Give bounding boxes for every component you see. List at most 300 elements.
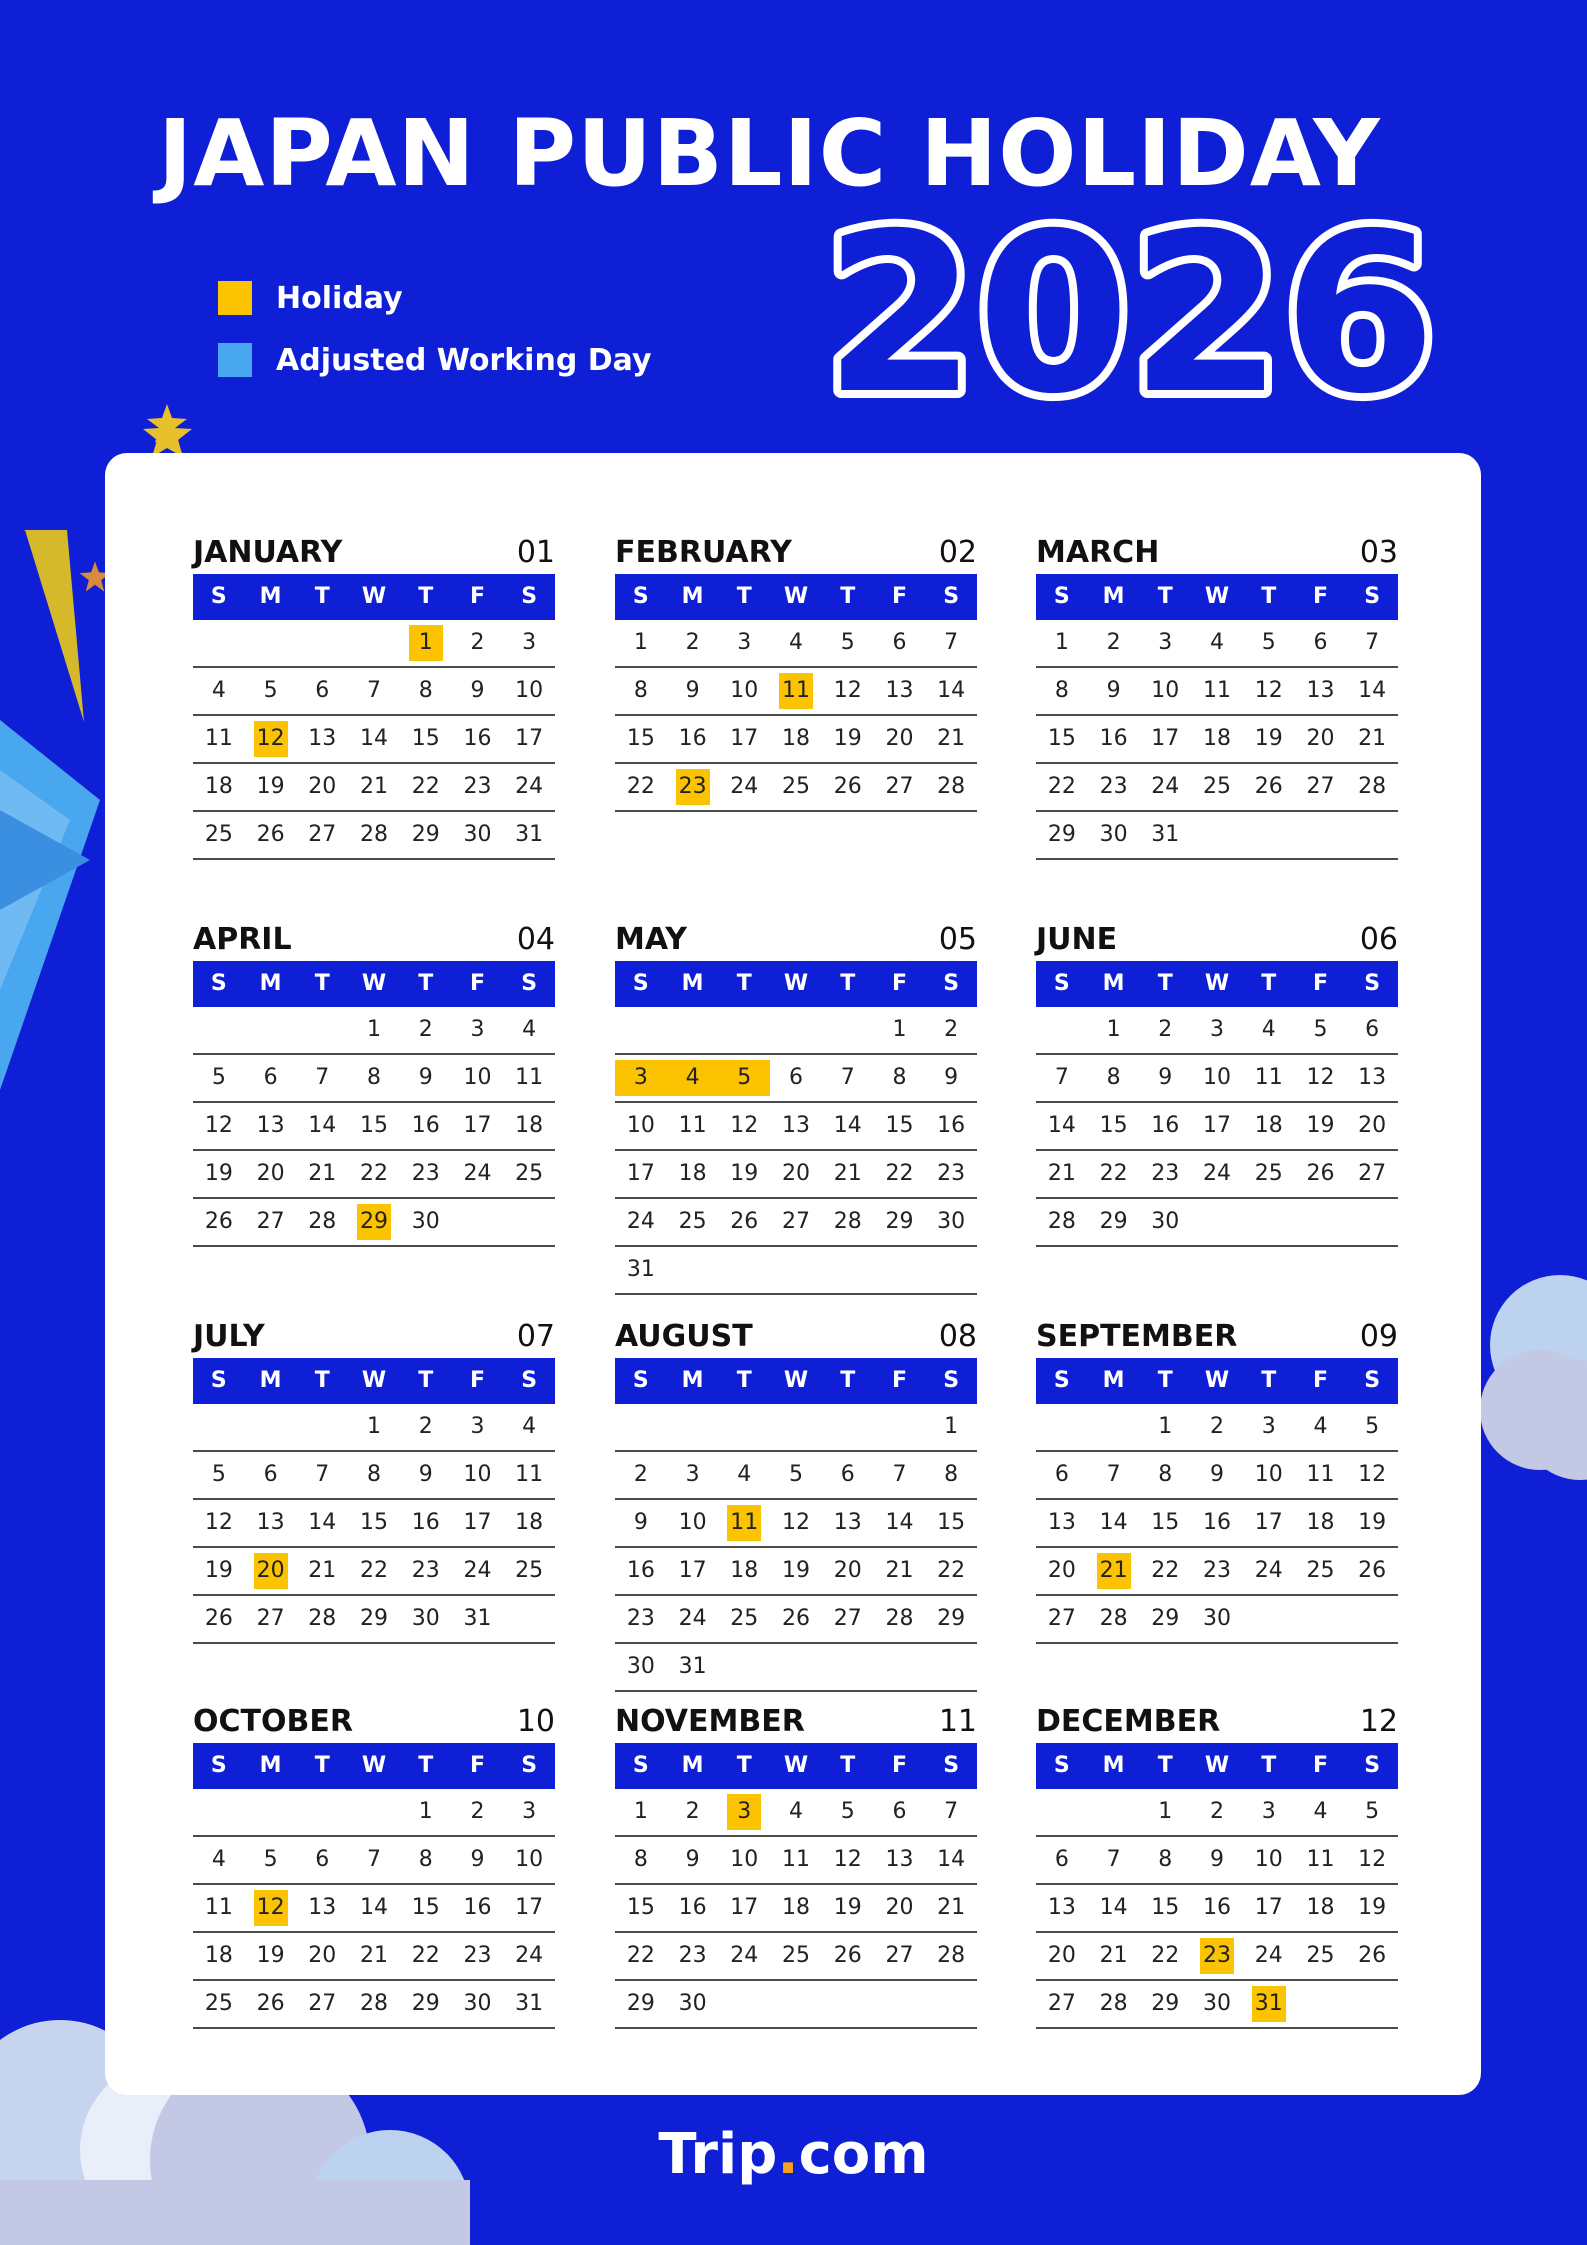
empty-day-cell (770, 1404, 822, 1450)
day-number: 13 (308, 726, 337, 751)
day-cell (400, 668, 452, 714)
day-cell (874, 1007, 926, 1053)
day-cell (296, 1981, 348, 2027)
weekday-label: T (1157, 1753, 1173, 1778)
day-number: 8 (633, 678, 648, 703)
day-cell (874, 1596, 926, 1642)
day-cell (452, 1500, 504, 1546)
day-cell (1088, 1981, 1140, 2027)
week-row (1036, 620, 1398, 668)
day-cell (822, 764, 874, 810)
day-number: 13 (1047, 1510, 1076, 1535)
holiday-day-cell (667, 764, 719, 810)
legend-item-holiday (218, 280, 652, 316)
weekday-header (193, 1358, 555, 1404)
month-august (615, 1310, 977, 1692)
day-number: 1 (367, 1017, 382, 1042)
week-row (193, 668, 555, 716)
day-number: 8 (1158, 1462, 1173, 1487)
day-cell (1346, 1055, 1398, 1101)
day-cell (1243, 668, 1295, 714)
day-number: 20 (308, 1943, 337, 1968)
empty-day-cell (1346, 1596, 1398, 1642)
day-number: 7 (892, 1462, 907, 1487)
day-cell (1036, 1596, 1088, 1642)
day-cell (874, 1548, 926, 1594)
day-cell (1295, 1789, 1347, 1835)
day-number: 21 (1047, 1161, 1076, 1186)
empty-day-cell (874, 1247, 926, 1293)
holiday-day-cell (245, 1548, 297, 1594)
day-number: 1 (1158, 1414, 1173, 1439)
weekday-label: S (1053, 971, 1070, 996)
day-cell (615, 1247, 667, 1293)
empty-day-cell (615, 1007, 667, 1053)
day-cell (245, 764, 297, 810)
day-number: 6 (1365, 1017, 1380, 1042)
day-number: 14 (885, 1510, 914, 1535)
day-number: 27 (782, 1209, 811, 1234)
day-cell (503, 1151, 555, 1197)
day-cell (1243, 716, 1295, 762)
weekday-label: W (1204, 1368, 1230, 1393)
day-cell (1139, 1789, 1191, 1835)
day-number: 27 (1306, 774, 1335, 799)
day-number: 16 (1203, 1895, 1232, 1920)
day-number: 8 (367, 1065, 382, 1090)
day-cell (452, 1007, 504, 1053)
day-cell (1191, 764, 1243, 810)
empty-day-cell (718, 1007, 770, 1053)
day-cell (718, 1933, 770, 1979)
day-cell (667, 1500, 719, 1546)
day-number: 9 (944, 1065, 959, 1090)
day-cell (1036, 620, 1088, 666)
day-number: 4 (667, 1060, 719, 1096)
weekday-label: S (210, 971, 227, 996)
holiday-day-cell (718, 1055, 770, 1101)
day-number: 15 (885, 1113, 914, 1138)
week-row (615, 764, 977, 812)
day-number: 13 (885, 1847, 914, 1872)
day-number: 31 (626, 1257, 655, 1282)
empty-day-cell (245, 1007, 297, 1053)
day-number: 4 (522, 1017, 537, 1042)
day-cell (718, 1596, 770, 1642)
day-cell (925, 1007, 977, 1053)
empty-day-cell (1295, 812, 1347, 858)
day-number: 9 (418, 1065, 433, 1090)
week-row (1036, 716, 1398, 764)
day-number: 19 (833, 1895, 862, 1920)
day-cell (452, 1055, 504, 1101)
day-number: 2 (470, 630, 485, 655)
weekday-label: F (891, 971, 907, 996)
month-number: 05 (938, 922, 977, 957)
day-number: 15 (1151, 1510, 1180, 1535)
day-cell (667, 1644, 719, 1690)
day-number: 12 (204, 1113, 233, 1138)
day-cell (1295, 1452, 1347, 1498)
day-cell (348, 1981, 400, 2027)
day-number: 8 (418, 678, 433, 703)
day-number: 25 (1203, 774, 1232, 799)
weekday-label: F (469, 584, 485, 609)
day-cell (348, 1500, 400, 1546)
day-number: 23 (1203, 1558, 1232, 1583)
weekday-label: S (1364, 584, 1381, 609)
weekday-header (193, 574, 555, 620)
day-number: 28 (833, 1209, 862, 1234)
day-cell (296, 1103, 348, 1149)
day-cell (400, 716, 452, 762)
weekday-header (615, 961, 977, 1007)
month-name: JANUARY (193, 535, 343, 570)
day-cell (1139, 764, 1191, 810)
day-cell (874, 1151, 926, 1197)
week-row (1036, 1055, 1398, 1103)
day-number: 23 (626, 1606, 655, 1631)
day-cell (193, 812, 245, 858)
week-row (615, 1452, 977, 1500)
day-number: 27 (833, 1606, 862, 1631)
day-number: 14 (833, 1113, 862, 1138)
day-cell (503, 1404, 555, 1450)
day-cell (615, 1644, 667, 1690)
day-number: 17 (463, 1510, 492, 1535)
day-cell (1139, 716, 1191, 762)
day-number: 11 (1306, 1462, 1335, 1487)
day-cell (193, 1548, 245, 1594)
day-number: 2 (1158, 1017, 1173, 1042)
day-number: 28 (360, 1991, 389, 2016)
holiday-day-cell (1191, 1933, 1243, 1979)
week-row (1036, 1404, 1398, 1452)
day-number: 26 (256, 822, 285, 847)
day-cell (615, 1789, 667, 1835)
day-number: 22 (1151, 1558, 1180, 1583)
day-number: 23 (937, 1161, 966, 1186)
week-row (193, 1981, 555, 2029)
day-cell (348, 1452, 400, 1498)
day-number: 25 (1254, 1161, 1283, 1186)
day-number: 10 (463, 1462, 492, 1487)
day-number: 9 (470, 1847, 485, 1872)
month-number: 12 (1359, 1704, 1398, 1739)
day-cell (667, 1452, 719, 1498)
weekday-label: F (891, 1753, 907, 1778)
weekday-label: T (314, 1368, 330, 1393)
day-cell (925, 1789, 977, 1835)
day-number: 26 (1254, 774, 1283, 799)
day-cell (193, 1103, 245, 1149)
day-number: 19 (833, 726, 862, 751)
day-number: 17 (1151, 726, 1180, 751)
day-cell (615, 1452, 667, 1498)
week-row (1036, 1837, 1398, 1885)
day-number: 20 (1358, 1113, 1387, 1138)
day-cell (348, 812, 400, 858)
day-cell (193, 668, 245, 714)
weekday-label: S (943, 971, 960, 996)
month-october (193, 1695, 555, 2029)
day-number: 18 (515, 1510, 544, 1535)
day-number: 16 (411, 1113, 440, 1138)
day-cell (1295, 1055, 1347, 1101)
day-number: 3 (1158, 630, 1173, 655)
empty-day-cell (452, 1199, 504, 1245)
day-cell (452, 668, 504, 714)
weekday-label: S (1364, 971, 1381, 996)
day-number: 29 (411, 1991, 440, 2016)
day-cell (193, 1055, 245, 1101)
day-number: 30 (411, 1209, 440, 1234)
day-number: 11 (204, 1895, 233, 1920)
day-number: 13 (256, 1510, 285, 1535)
week-row (193, 1596, 555, 1644)
day-number: 29 (1099, 1209, 1128, 1234)
month-number: 02 (938, 535, 977, 570)
day-number: 14 (1099, 1510, 1128, 1535)
day-cell (1036, 764, 1088, 810)
day-cell (1139, 1837, 1191, 1883)
month-header (615, 913, 977, 957)
day-number: 15 (360, 1510, 389, 1535)
weekday-label: T (736, 971, 752, 996)
weekday-label: F (1312, 584, 1328, 609)
day-number: 29 (1151, 1606, 1180, 1631)
day-cell (1139, 1596, 1191, 1642)
day-cell (1088, 1933, 1140, 1979)
day-cell (1243, 1548, 1295, 1594)
weekday-header (193, 961, 555, 1007)
day-cell (874, 1103, 926, 1149)
week-row (193, 1933, 555, 1981)
weekday-label: F (1312, 1753, 1328, 1778)
day-cell (193, 1933, 245, 1979)
week-row (1036, 1933, 1398, 1981)
month-number: 10 (516, 1704, 555, 1739)
weekday-label: W (783, 1368, 809, 1393)
day-number: 31 (463, 1606, 492, 1631)
week-row (193, 716, 555, 764)
day-cell (925, 668, 977, 714)
day-cell (1346, 764, 1398, 810)
day-cell (1139, 1548, 1191, 1594)
empty-day-cell (874, 1644, 926, 1690)
weekday-label: S (210, 1368, 227, 1393)
week-row (1036, 1500, 1398, 1548)
holiday-day-cell (615, 1055, 667, 1101)
day-number: 28 (1099, 1606, 1128, 1631)
day-number: 1 (418, 1799, 433, 1824)
day-cell (925, 1837, 977, 1883)
day-number: 8 (892, 1065, 907, 1090)
day-number: 11 (515, 1462, 544, 1487)
day-cell (1295, 764, 1347, 810)
day-cell (1139, 1500, 1191, 1546)
empty-day-cell (296, 620, 348, 666)
empty-day-cell (925, 1247, 977, 1293)
weekday-label: S (521, 584, 538, 609)
weekday-label: W (361, 584, 387, 609)
day-number: 24 (1203, 1161, 1232, 1186)
weekday-label: S (210, 584, 227, 609)
day-cell (1243, 1885, 1295, 1931)
day-cell (822, 1548, 874, 1594)
weekday-label: S (943, 1368, 960, 1393)
day-cell (822, 1500, 874, 1546)
day-cell (348, 1596, 400, 1642)
day-cell (667, 1548, 719, 1594)
week-row (193, 1007, 555, 1055)
day-number: 1 (1054, 630, 1069, 655)
day-number: 28 (937, 1943, 966, 1968)
day-number: 2 (418, 1017, 433, 1042)
weekday-label: W (361, 1368, 387, 1393)
day-number: 31 (678, 1654, 707, 1679)
day-number: 30 (463, 822, 492, 847)
day-cell (503, 1103, 555, 1149)
day-number: 24 (1151, 774, 1180, 799)
day-cell (1088, 812, 1140, 858)
day-number: 15 (411, 1895, 440, 1920)
day-cell (452, 716, 504, 762)
calendar-card (105, 453, 1481, 2095)
week-row (193, 1404, 555, 1452)
day-number: 5 (1365, 1414, 1380, 1439)
day-number: 26 (256, 1991, 285, 2016)
weekday-label: S (521, 971, 538, 996)
day-number: 21 (833, 1161, 862, 1186)
empty-day-cell (925, 1644, 977, 1690)
day-number: 2 (1210, 1799, 1225, 1824)
empty-day-cell (718, 1404, 770, 1450)
day-number: 6 (263, 1065, 278, 1090)
day-number: 25 (204, 822, 233, 847)
day-cell (400, 1789, 452, 1835)
empty-day-cell (503, 1596, 555, 1642)
day-cell (452, 620, 504, 666)
day-number: 12 (1306, 1065, 1335, 1090)
day-cell (245, 1199, 297, 1245)
day-cell (245, 1151, 297, 1197)
empty-day-cell (615, 1404, 667, 1450)
day-cell (503, 1007, 555, 1053)
day-cell (615, 1500, 667, 1546)
day-number: 5 (789, 1462, 804, 1487)
weekday-label: T (840, 971, 856, 996)
week-row (1036, 1007, 1398, 1055)
day-cell (1243, 1151, 1295, 1197)
day-cell (1139, 1199, 1191, 1245)
day-cell (1243, 1055, 1295, 1101)
weekday-label: S (1053, 1368, 1070, 1393)
day-cell (400, 1151, 452, 1197)
day-cell (925, 1885, 977, 1931)
day-number: 21 (885, 1558, 914, 1583)
day-cell (1243, 1837, 1295, 1883)
month-number: 03 (1359, 535, 1398, 570)
day-cell (1036, 1548, 1088, 1594)
day-number: 7 (367, 1847, 382, 1872)
day-cell (615, 1548, 667, 1594)
day-cell (400, 1103, 452, 1149)
day-number: 18 (1306, 1510, 1335, 1535)
day-cell (615, 764, 667, 810)
day-cell (245, 1452, 297, 1498)
weekday-label: S (521, 1753, 538, 1778)
day-cell (1139, 1404, 1191, 1450)
empty-day-cell (296, 1007, 348, 1053)
day-cell (400, 1199, 452, 1245)
empty-day-cell (193, 1404, 245, 1450)
month-header (1036, 1695, 1398, 1739)
day-cell (770, 620, 822, 666)
day-number: 19 (1306, 1113, 1335, 1138)
empty-day-cell (874, 1404, 926, 1450)
day-number: 21 (1099, 1943, 1128, 1968)
day-number: 5 (1313, 1017, 1328, 1042)
day-cell (770, 1055, 822, 1101)
weekday-label: M (259, 1368, 282, 1393)
day-number: 1 (367, 1414, 382, 1439)
weekday-header (1036, 961, 1398, 1007)
day-number: 30 (626, 1654, 655, 1679)
weekday-label: W (783, 971, 809, 996)
weekday-label: T (1261, 971, 1277, 996)
day-number: 22 (626, 774, 655, 799)
day-cell (925, 1199, 977, 1245)
day-number: 5 (211, 1462, 226, 1487)
day-number: 10 (678, 1510, 707, 1535)
week-row (1036, 1981, 1398, 2029)
weekday-label: T (840, 1368, 856, 1393)
empty-day-cell (1243, 1199, 1295, 1245)
day-cell (452, 1789, 504, 1835)
day-number: 30 (1203, 1991, 1232, 2016)
day-cell (718, 620, 770, 666)
day-number: 16 (411, 1510, 440, 1535)
day-number: 18 (1203, 726, 1232, 751)
day-cell (452, 1837, 504, 1883)
day-cell (1036, 1933, 1088, 1979)
day-number: 7 (840, 1065, 855, 1090)
empty-day-cell (667, 1007, 719, 1053)
weekday-label: W (361, 1753, 387, 1778)
day-cell (874, 764, 926, 810)
week-row (1036, 1199, 1398, 1247)
day-number: 24 (678, 1606, 707, 1631)
day-cell (245, 1500, 297, 1546)
day-cell (503, 1500, 555, 1546)
day-number: 27 (885, 774, 914, 799)
day-cell (718, 1103, 770, 1149)
holiday-day-cell (400, 620, 452, 666)
day-number: 15 (937, 1510, 966, 1535)
day-number: 17 (730, 726, 759, 751)
day-cell (1088, 1151, 1140, 1197)
weekday-label: T (314, 1753, 330, 1778)
day-cell (925, 764, 977, 810)
day-cell (667, 1789, 719, 1835)
day-cell (193, 1981, 245, 2027)
day-cell (1295, 1103, 1347, 1149)
empty-day-cell (1036, 1404, 1088, 1450)
day-cell (193, 1596, 245, 1642)
day-number: 4 (211, 678, 226, 703)
day-cell (348, 716, 400, 762)
